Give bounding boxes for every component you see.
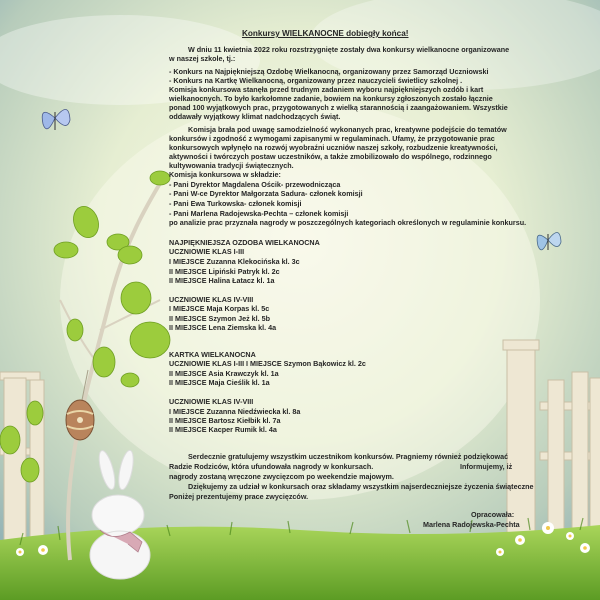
closing-line: nagrody zostaną wręczone zwycięzcom po weekendzie majowym. bbox=[169, 472, 394, 481]
class-group-heading: UCZNIOWIE KLAS IV-VIII bbox=[169, 295, 254, 304]
committee-member: - Pani Marlena Radojewska-Pechta – członek komisji bbox=[169, 209, 349, 218]
committee-member: - Pani Ewa Turkowska- członek komisji bbox=[169, 199, 302, 208]
committee-member: - Pani W-ce Dyrektor Małgorzata Sadura- członek komisji bbox=[169, 189, 363, 198]
result-entry: I MIEJSCE Zuzanna Klekocińska kl. 3c bbox=[169, 257, 300, 266]
closing-line: Radzie Rodziców, która ufundowała nagrody w konkursach. bbox=[169, 462, 374, 471]
page-title: Konkursy WIELKANOCNE dobiegły końca! bbox=[242, 29, 409, 38]
signature-label: Opracowała: bbox=[471, 510, 515, 519]
intro-line: po analizie prac przyznała nagrody w poszczególnych kategoriach określonych w regulaminie konkursu. bbox=[169, 218, 527, 227]
intro-line: kultywowania tradycji świątecznych. bbox=[169, 161, 294, 170]
category-heading: NAJPIĘKNIEJSZA OZDOBA WIELKANOCNA bbox=[169, 238, 320, 247]
result-entry: II MIEJSCE Lipiński Patryk kl. 2c bbox=[169, 267, 280, 276]
intro-line: w naszej szkole, tj.: bbox=[169, 54, 236, 63]
closing-line: Serdecznie gratulujemy wszystkim uczestnikom konkursów. Pragniemy również podziękować bbox=[188, 452, 509, 461]
intro-line: Komisja brała pod uwagę samodzielność wykonanych prac, kreatywne podejście do tematów bbox=[188, 125, 507, 134]
result-entry: I MIEJSCE Zuzanna Niedźwiecka kl. 8a bbox=[169, 407, 301, 416]
result-entry: II MIEJSCE Szymon Jeż kl. 5b bbox=[169, 314, 271, 323]
result-entry: UCZNIOWIE KLAS I-III I MIEJSCE Szymon Bąkowicz kl. 2c bbox=[169, 359, 366, 368]
closing-line: Informujemy, iż bbox=[460, 462, 513, 471]
intro-line: konkursów i zgodność z wymogami zapisanymi w regulaminach. Ufamy, że przygotowanie prac bbox=[169, 134, 495, 143]
intro-line: konkursowych wpłynęło na rozwój wyobraźni uczniów naszej szkoły, rozbudzenie kreatywności, bbox=[169, 143, 498, 152]
intro-line: W dniu 11 kwietnia 2022 roku rozstrzygnięte zostały dwa konkursy wielkanocne organizowane bbox=[188, 45, 510, 54]
result-entry: I MIEJSCE Maja Korpas kl. 5c bbox=[169, 304, 270, 313]
class-group-heading: UCZNIOWIE KLAS I-III bbox=[169, 247, 245, 256]
intro-line: - Konkurs na Najpiękniejszą Ozdobę Wielkanocną, organizowany przez Samorząd Uczniowski bbox=[169, 67, 489, 76]
intro-line: Komisja konkursowa w składzie: bbox=[169, 170, 281, 179]
intro-line: aktywności i twórczych postaw uczestników, a także zmobilizowało do wspólnego, rodzinnego bbox=[169, 152, 492, 161]
result-entry: II MIEJSCE Kacper Rumik kl. 4a bbox=[169, 425, 277, 434]
category-heading: KARTKA WIELKANOCNA bbox=[169, 350, 256, 359]
result-entry: II MIEJSCE Lena Ziemska kl. 4a bbox=[169, 323, 277, 332]
result-entry: II MIEJSCE Maja Cieślik kl. 1a bbox=[169, 378, 270, 387]
intro-line: ponad 100 wyjątkowych prac, przygotowanych z wielką starannością i zaangażowaniem. Wszystkie bbox=[169, 103, 508, 112]
result-entry: II MIEJSCE Halina Łatacz kl. 1a bbox=[169, 276, 275, 285]
result-entry: II MIEJSCE Bartosz Kiełbik kl. 7a bbox=[169, 416, 281, 425]
result-entry: II MIEJSCE Asia Krawczyk kl. 1a bbox=[169, 369, 279, 378]
signature-author: Marlena Radojewska-Pechta bbox=[423, 520, 520, 529]
closing-line: Dziękujemy za udział w konkursach oraz składamy wszystkim najserdeczniejsze życzenia świąteczne bbox=[188, 482, 534, 491]
closing-line: Poniżej prezentujemy prace zwycięzców. bbox=[169, 492, 309, 501]
intro-line: Komisja konkursowa stanęła przed trudnym zadaniem wyboru najpiękniejszych ozdób i kart bbox=[169, 85, 484, 94]
class-group-heading: UCZNIOWIE KLAS IV-VIII bbox=[169, 397, 254, 406]
committee-member: - Pani Dyrektor Magdalena Ościk- przewodnicząca bbox=[169, 180, 341, 189]
intro-line: wielkanocnych. To było karkołomne zadanie, bowiem na konkursy zgłoszonych zostało łącznie bbox=[169, 94, 493, 103]
intro-line: - Konkurs na Kartkę Wielkanocną, organizowany przez nauczycieli świetlicy szkolnej . bbox=[169, 76, 463, 85]
intro-line: oddawały wyjątkowy klimat nadchodzących świąt. bbox=[169, 112, 341, 121]
